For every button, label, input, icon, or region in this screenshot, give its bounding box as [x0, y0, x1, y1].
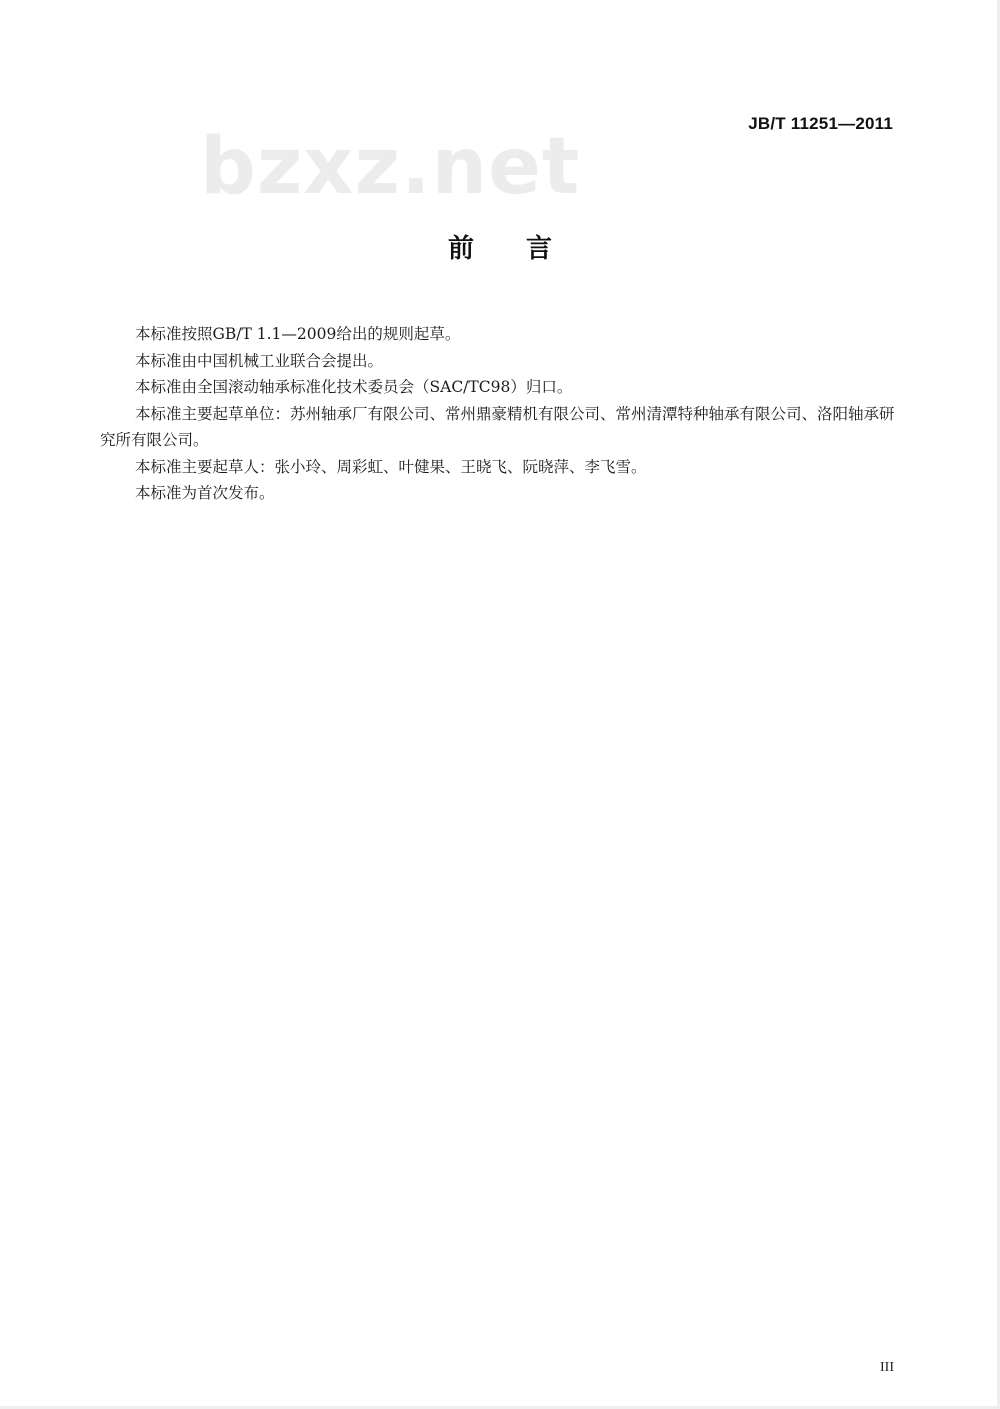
paragraph-proposer: 本标准由中国机械工业联合会提出。: [135, 351, 384, 370]
foreword-body: [100, 321, 900, 507]
paragraph-drafters: 本标准主要起草人：张小玲、周彩虹、叶健果、王晓飞、阮晓萍、李飞雪。: [135, 457, 647, 476]
watermark: bzxz.net: [200, 122, 581, 212]
paragraph-drafting-units: 本标准主要起草单位：苏州轴承厂有限公司、常州鼎豪精机有限公司、常州清潭特种轴承有限公司、洛阳轴承研究所有限公司。: [100, 404, 895, 449]
paragraph-first-release: 本标准为首次发布。: [135, 484, 275, 502]
document-code: JB/T 11251—2011: [748, 114, 893, 133]
page-title: 前言: [447, 234, 604, 264]
paragraph-committee: 本标准由全国滚动轴承标准化技术委员会（SAC/TC98）归口。: [135, 378, 573, 396]
page-number: III: [880, 1360, 894, 1375]
paragraph-drafting-rules: 本标准按照GB/T 1.1—2009给出的规则起草。: [135, 325, 461, 343]
